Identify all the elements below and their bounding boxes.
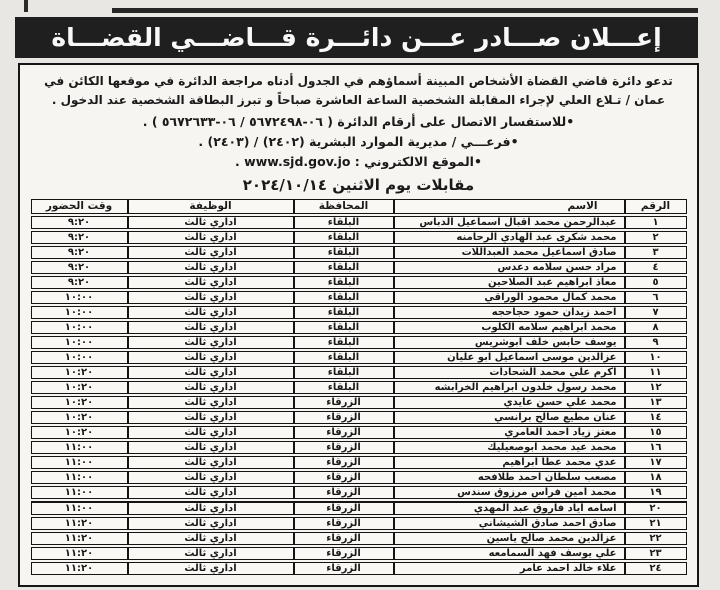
cell-job: اداري ثالث [128, 321, 294, 334]
cell-governorate: الزرقاء [294, 547, 394, 560]
scan-artifact-tick [24, 0, 28, 12]
cell-governorate: الزرقاء [294, 426, 394, 439]
table-row [31, 261, 687, 274]
phone-number-1: ٠٦-٥٦٧٢٤٩٨ [249, 113, 323, 129]
cell-job: اداري ثالث [128, 396, 294, 409]
cell-time: ٩:٢٠ [31, 246, 128, 259]
cell-number: ٦ [625, 291, 687, 304]
cell-name: محمد علي حسن عايدي [394, 396, 625, 409]
cell-time: ١٠:٢٠ [31, 426, 128, 439]
header-time: وقت الحضور [31, 199, 128, 214]
cell-number: ١٠ [625, 351, 687, 364]
cell-governorate: البلقاء [294, 321, 394, 334]
cell-governorate: الزرقاء [294, 501, 394, 515]
cell-governorate: البلقاء [294, 336, 394, 349]
cell-governorate: البلقاء [294, 306, 394, 319]
phone-number-2: ٠٦-٥٦٧٢٦٣٣ [161, 113, 236, 129]
header-governorate: المحافظة [294, 199, 394, 214]
cell-job: اداري ثالث [128, 381, 294, 394]
cell-number: ٤ [625, 261, 687, 274]
cell-number: ١٥ [625, 426, 687, 439]
cell-time: ٩:٢٠ [31, 231, 128, 244]
table-row [31, 411, 687, 424]
cell-time: ١٠:٠٠ [31, 291, 128, 304]
cell-number: ١٣ [625, 396, 687, 409]
cell-job: اداري ثالث [128, 411, 294, 424]
schedule-title [28, 176, 689, 194]
header-row [31, 199, 687, 214]
cell-job: اداري ثالث [128, 532, 294, 545]
cell-job: اداري ثالث [128, 261, 294, 274]
table-row [31, 381, 687, 394]
scan-artifact-top-strip [112, 8, 698, 13]
cell-job: اداري ثالث [128, 547, 294, 560]
cell-time: ١١:٢٠ [31, 532, 128, 545]
cell-governorate: البلقاء [294, 381, 394, 394]
cell-governorate: البلقاء [294, 246, 394, 259]
table-row [31, 291, 687, 304]
table-row [31, 351, 687, 364]
cell-governorate: الزرقاء [294, 517, 394, 530]
table-row [31, 547, 687, 560]
cell-name: اكرم علي محمد الشحادات [394, 366, 625, 379]
cell-name: محمد عيد محمد ابوصعيليك [394, 441, 625, 454]
announcement-banner [15, 17, 698, 58]
table-row [31, 471, 687, 484]
website-line [28, 154, 689, 171]
cell-name: علاء خالد احمد عامر [394, 562, 625, 575]
table-row [31, 276, 687, 289]
cell-name: اسامه اياد فاروق عبد المهدي [394, 501, 625, 515]
cell-job: اداري ثالث [128, 501, 294, 515]
cell-time: ١١:٢٠ [31, 517, 128, 530]
cell-governorate: البلقاء [294, 291, 394, 304]
cell-time: ١١:٢٠ [31, 547, 128, 560]
cell-time: ١٠:٠٠ [31, 321, 128, 334]
cell-job: اداري ثالث [128, 517, 294, 530]
phones-label: •للاستفسار الاتصال على أرقام الدائرة ( [322, 113, 575, 129]
cell-time: ١١:٠٠ [31, 486, 128, 499]
cell-name: معتز زياد احمد العامري [394, 426, 625, 439]
cell-governorate: الزرقاء [294, 411, 394, 424]
schedule-date: ٢٠٢٤/١٠/١٤ [242, 175, 327, 194]
cell-governorate: البلقاء [294, 231, 394, 244]
cell-name: صادق احمد صادق الشيشاني [394, 517, 625, 530]
cell-name: عزالدين موسى اسماعيل ابو عليان [394, 351, 625, 364]
table-row [31, 426, 687, 439]
cell-job: اداري ثالث [128, 426, 294, 439]
cell-job: اداري ثالث [128, 456, 294, 469]
cell-governorate: البلقاء [294, 351, 394, 364]
table-row [31, 517, 687, 530]
banner-title: إعـــلان صـــادر عـــن دائـــرة قـــاضـــي القضـــاة [51, 23, 662, 52]
cell-time: ١٠:٢٠ [31, 381, 128, 394]
table-row [31, 501, 687, 515]
cell-name: محمد شكرى عبد الهادي الرحامنه [394, 231, 625, 244]
cell-job: اداري ثالث [128, 231, 294, 244]
table-row [31, 246, 687, 259]
cell-name: محمد رسول خلدون ابراهيم الخرابشه [394, 381, 625, 394]
cell-name: يوسف حابس خلف ابوشريس [394, 336, 625, 349]
cell-governorate: الزرقاء [294, 396, 394, 409]
cell-number: ١٧ [625, 456, 687, 469]
cell-time: ٩:٢٠ [31, 261, 128, 274]
cell-number: ١ [625, 216, 687, 229]
header-name: الاسم [394, 199, 625, 214]
cell-number: ٢١ [625, 517, 687, 530]
table-row [31, 366, 687, 379]
table-row [31, 216, 687, 229]
cell-time: ١٠:٢٠ [31, 366, 128, 379]
cell-number: ١٨ [625, 471, 687, 484]
schedule-title-text: مقابلات يوم الاثنين [332, 175, 475, 194]
branch-extensions-line: •فرعـــي / مديرية الموارد البشرية (٢٤٠٢) / (٢٤٠٣) . [198, 133, 519, 149]
cell-job: اداري ثالث [128, 216, 294, 229]
cell-name: صادق اسماعيل محمد العبداللات [394, 246, 625, 259]
cell-time: ١٠:٢٠ [31, 396, 128, 409]
cell-time: ١١:٢٠ [31, 562, 128, 575]
cell-name: علي يوسف فهد السمامعه [394, 547, 625, 560]
cell-number: ١٦ [625, 441, 687, 454]
table-row [31, 321, 687, 334]
table-row [31, 562, 687, 575]
cell-time: ١٠:٠٠ [31, 351, 128, 364]
cell-number: ١٩ [625, 486, 687, 499]
cell-number: ٢٣ [625, 547, 687, 560]
cell-number: ١٤ [625, 411, 687, 424]
cell-job: اداري ثالث [128, 486, 294, 499]
cell-governorate: البلقاء [294, 216, 394, 229]
website-suffix: . [235, 153, 245, 169]
cell-job: اداري ثالث [128, 276, 294, 289]
cell-name: عنان مطيع صالح برانسي [394, 411, 625, 424]
cell-time: ١١:٠٠ [31, 501, 128, 515]
header-job: الوظيفة [128, 199, 294, 214]
table-row [31, 456, 687, 469]
cell-governorate: البلقاء [294, 276, 394, 289]
schedule-table [31, 197, 687, 577]
cell-number: ٥ [625, 276, 687, 289]
cell-name: عدي محمد عطا ابراهيم [394, 456, 625, 469]
website-label: •الموقع الالكتروني : [350, 153, 482, 169]
cell-name: محمد كمال محمود الوراقي [394, 291, 625, 304]
phones-suffix: ) . [142, 113, 162, 129]
cell-job: اداري ثالث [128, 562, 294, 575]
cell-job: اداري ثالث [128, 351, 294, 364]
cell-number: ٣ [625, 246, 687, 259]
cell-number: ١١ [625, 366, 687, 379]
cell-name: محمد امين فراس مرزوق سندس [394, 486, 625, 499]
cell-number: ٨ [625, 321, 687, 334]
cell-job: اداري ثالث [128, 336, 294, 349]
cell-name: محمد ابراهيم سلامه الكلوب [394, 321, 625, 334]
cell-name: مراد حسن سلامه دعدس [394, 261, 625, 274]
contact-phones-line [28, 114, 689, 131]
cell-time: ١١:٠٠ [31, 471, 128, 484]
cell-governorate: الزرقاء [294, 456, 394, 469]
cell-name: عبدالرحمن محمد اقبال اسماعيل الدباس [394, 216, 625, 229]
cell-time: ١٠:٠٠ [31, 336, 128, 349]
cell-job: اداري ثالث [128, 291, 294, 304]
cell-number: ٢٠ [625, 501, 687, 515]
website-url: www.sjd.gov.jo [244, 153, 351, 169]
notice-paragraph: تدعو دائرة قاضي القضاة الأشخاص المبينة أسماؤهم في الجدول أدناه مراجعة الدائرة في موقعها الكائن في عمان / تـلاع العلي لإجراء المقابلة الشخصية الساعة العاشرة صباحاً و تبرز البطاقة الشخصية عند الدخول . [44, 74, 673, 108]
cell-job: اداري ثالث [128, 441, 294, 454]
cell-time: ١١:٠٠ [31, 456, 128, 469]
cell-name: مصعب سلطان احمد طلافحه [394, 471, 625, 484]
cell-governorate: الزرقاء [294, 532, 394, 545]
table-row [31, 231, 687, 244]
header-number: الرقم [625, 199, 687, 214]
cell-number: ٢ [625, 231, 687, 244]
table-row [31, 396, 687, 409]
table-row [31, 441, 687, 454]
cell-name: عزالدين محمد صالح ياسين [394, 532, 625, 545]
cell-name: معاذ ابراهيم عبد الصلاحين [394, 276, 625, 289]
cell-time: ١٠:٠٠ [31, 306, 128, 319]
cell-time: ١١:٠٠ [31, 441, 128, 454]
cell-job: اداري ثالث [128, 366, 294, 379]
cell-time: ٩:٢٠ [31, 276, 128, 289]
cell-governorate: الزرقاء [294, 471, 394, 484]
table-row [31, 306, 687, 319]
schedule-table-body [31, 216, 687, 575]
cell-number: ٢٢ [625, 532, 687, 545]
cell-governorate: الزرقاء [294, 562, 394, 575]
cell-number: ١٢ [625, 381, 687, 394]
cell-job: اداري ثالث [128, 306, 294, 319]
cell-job: اداري ثالث [128, 246, 294, 259]
cell-governorate: الزرقاء [294, 486, 394, 499]
cell-time: ١٠:٢٠ [31, 411, 128, 424]
cell-time: ٩:٢٠ [31, 216, 128, 229]
announcement-body-frame [18, 63, 699, 587]
cell-governorate: البلقاء [294, 261, 394, 274]
table-row [31, 486, 687, 499]
cell-number: ٢٤ [625, 562, 687, 575]
cell-governorate: الزرقاء [294, 441, 394, 454]
cell-number: ٩ [625, 336, 687, 349]
cell-name: احمد زيدان حمود حجاحجه [394, 306, 625, 319]
table-row [31, 336, 687, 349]
cell-governorate: البلقاء [294, 366, 394, 379]
cell-number: ٧ [625, 306, 687, 319]
phones-separator: / [235, 113, 250, 129]
cell-job: اداري ثالث [128, 471, 294, 484]
table-row [31, 532, 687, 545]
